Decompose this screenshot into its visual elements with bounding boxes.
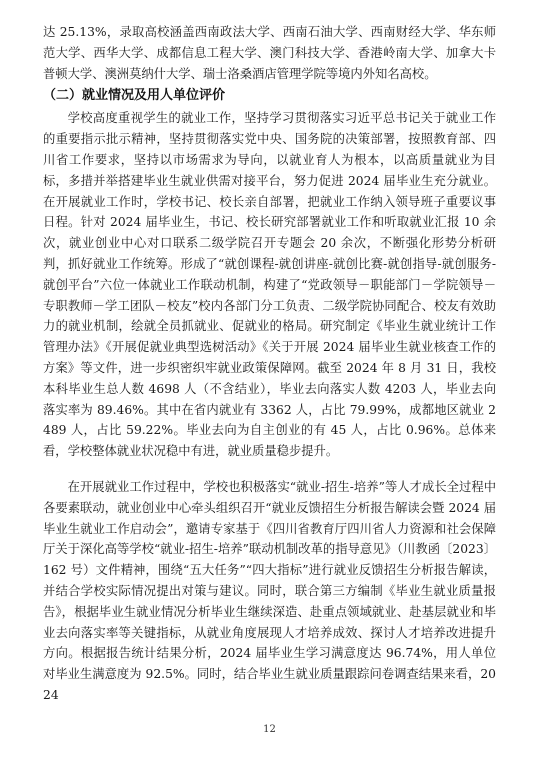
section-heading: （二）就业情况及用人单位评价 — [43, 88, 226, 104]
page-number: 12 — [263, 724, 276, 735]
employment-paragraph: 学校高度重视学生的就业工作，坚持学习贯彻落实习近平总书记关于就业工作的重要指示批示精神，坚持贯彻落实党中央、国务院的决策部署，按照教育部、四川省工作要求，坚持以市场需求为导向，以就业育人为根本，以高质量就业为目标，多措并举搭建毕业生就业供需对接平台，努力促进 2024 届毕业生充分就业。在开展就业工作时，学校书记、校长亲自部署，把就业工作纳入领导班子重要议事日程。针对 2024 届毕业生，书记、校长研究部署就业工作和听取就业汇报 10 余次，就业创业中心对口联系二级学院召开专题会 20 余次，不断强化形势分析研判，抓好就业工作统筹。形成了“就创课程-就创讲座-就创比赛-就创指导-就创服务-就创平台”六位一体就业工作联动机制，构建了“党政领导－职能部门－学院领导－专职教师－学工团队－校友”校内各部门分工负责、二级学院协同配合、校友有效助力的就业机制，绘就全员抓就业、促就业的格局。研究制定《毕业生就业统计工作管理办法》《开展促就业典型选树活动》《关于开展 2024 届毕业生就业核查工作的方案》等文件，进一步织密织牢就业政策保障网。截至 2024 年 8 月 31 日，我校本科毕业生总人数 4698 人（不含结业），毕业去向落实人数 4203 人，毕业去向落实率为 89.46%。其中在省内就业有 3362 人，占比 79.99%，成都地区就业 2489 人，占比 59.22%。毕业去向为自主创业的有 45 人，占比 0.96%。总体来看，学校整体就业状况稳中有进，就业质量稳步提升。 — [43, 111, 496, 459]
paragraph-spacer — [43, 462, 496, 477]
feedback-paragraph: 在开展就业工作过程中，学校也积极落实“就业-招生-培养”等人才成长全过程中各要素联动，就业创业中心牵头组织召开“就业反馈招生分析报告解读会暨 2024 届毕业生就业工作启动会”，邀请专家基于《四川省教育厅四川省人力资源和社会保障厅关于深化高等学校“就业-招生-培养”联动机制改革的指导意见》（川教函〔2023〕162 号）文件精神，围绕“五大任务”“四大指标”进行就业反馈招生分析报告解读，并结合学校实际情况提出对策与建议。同时，联合第三方编制《毕业生就业质量报告》，根据毕业生就业情况分析毕业生继续深造、赴重点领域就业、赴基层就业和毕业去向落实率等关键指标，从就业角度展现人才培养成效、探讨人才培养改进提升方向。根据报告统计结果分析，2024 届毕业生学习满意度达 96.74%，用人单位对毕业生满意度为 92.5%。同时，结合毕业生就业质量跟踪问卷调查结果来看，2024 — [43, 479, 496, 702]
intro-paragraph: 达 25.13%，录取高校涵盖西南政法大学、西南石油大学、西南财经大学、华东师范大学、西华大学、成都信息工程大学、澳门科技大学、香港岭南大学、加拿大卡普顿大学、澳洲莫纳什大学、瑞士洛桑酒店管理学院等境内外知名高校。 — [43, 25, 496, 81]
document-body — [43, 22, 496, 706]
